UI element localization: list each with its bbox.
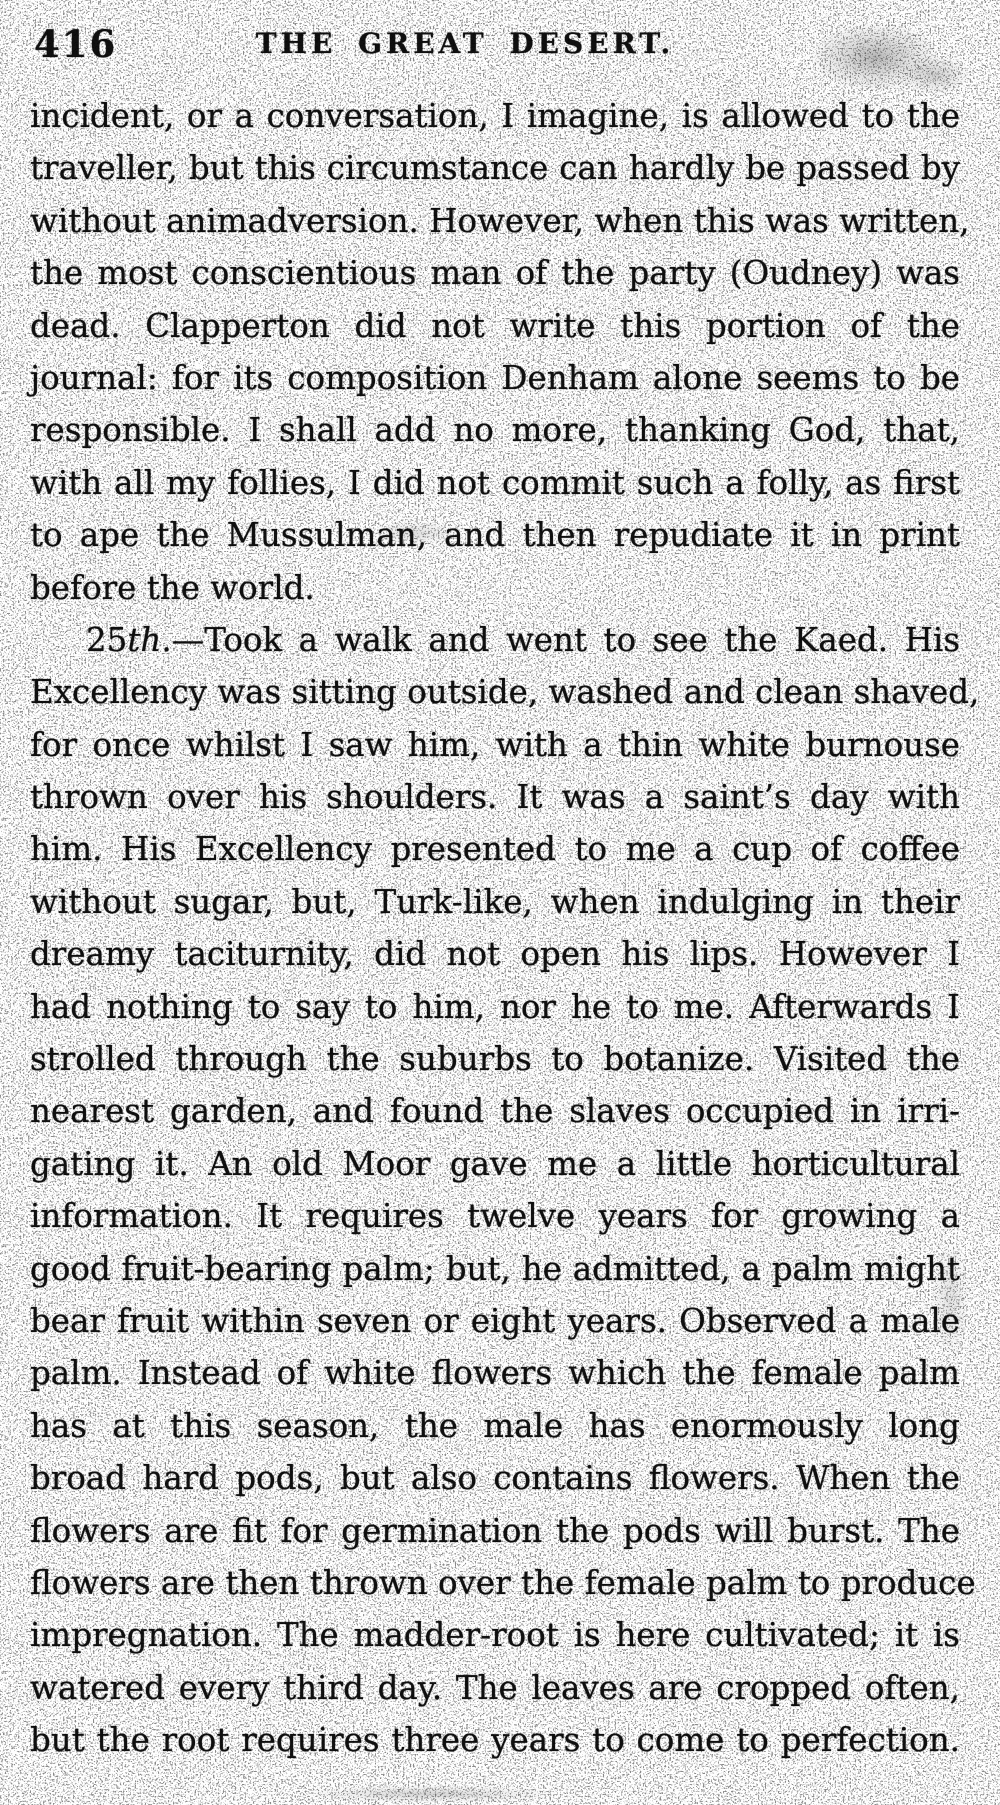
text-line: flowers are then thrown over the female palm to produce [30, 1563, 976, 1602]
text-line: palm. Instead of white flowers which the female palm [30, 1354, 960, 1393]
text-line: with all my follies, I did not commit such a folly, as first [30, 463, 960, 502]
text-line: to ape the Mussulman, and then repudiate it in print [30, 516, 960, 555]
text-line: nearest garden, and found the slaves occupied in irri- [30, 1092, 960, 1131]
text-line: information. It requires twelve years for growing a [30, 1197, 960, 1236]
text-line: traveller, but this circumstance can hardly be passed by [30, 149, 960, 188]
text-line: watered every third day. The leaves are cropped often, [30, 1668, 960, 1707]
running-header [0, 16, 1000, 76]
text-line-journal-date [30, 614, 960, 666]
text-line: journal: for its composition Denham alone seems to be [30, 358, 960, 397]
scan-smudge [300, 1785, 560, 1803]
text-line: bear fruit within seven or eight years. Observed a male [30, 1301, 960, 1340]
text-line: broad hard pods, but also contains flowers. When the [30, 1459, 960, 1498]
date-line-rest: .—Took a walk and went to see the Kaed. His [161, 620, 960, 659]
text-line: thrown over his shoulders. It was a saint’s day with [30, 778, 960, 817]
running-title: THE GREAT DESERT. [255, 27, 675, 60]
text-line: before the world. [30, 568, 315, 607]
text-line: dead. Clapperton did not write this portion of the [30, 306, 960, 345]
text-line: has at this season, the male has enormously long [30, 1406, 960, 1445]
text-line: for once whilst I saw him, with a thin white burnouse [30, 725, 960, 764]
text-line: gating it. An old Moor gave me a little horticultural [30, 1144, 960, 1183]
text-line: Excellency was sitting outside, washed and clean shaved, [30, 673, 980, 712]
text-line: impregnation. The madder-root is here cultivated; it is [30, 1616, 960, 1655]
text-line: flowers are fit for germination the pods will burst. The [30, 1511, 960, 1550]
text-line: without animadversion. However, when this was written, [30, 201, 970, 240]
text-line: incident, or a conversation, I imagine, is allowed to the [30, 97, 960, 135]
text-line: him. His Excellency presented to me a cup of coffee [30, 830, 960, 869]
text-line: strolled through the suburbs to botanize. Visited the [30, 1040, 960, 1079]
text-line: good fruit-bearing palm; but, he admitted, a palm might [30, 1249, 960, 1288]
page-number: 416 [34, 22, 118, 66]
page-text [30, 90, 980, 1767]
text-line: without sugar, but, Turk-like, when indulging in their [30, 882, 960, 921]
text-line: but the root requires three years to come to perfection. [30, 1721, 960, 1760]
text-line: dreamy taciturnity, did not open his lips. However I [30, 935, 960, 974]
date-number: 25 [86, 620, 128, 659]
text-line: the most conscientious man of the party (Oudney) was [30, 254, 960, 293]
text-line: responsible. I shall add no more, thanking God, that, [30, 411, 960, 450]
text-line: had nothing to say to him, nor he to me. Afterwards I [30, 987, 960, 1026]
date-ordinal: th [127, 620, 162, 659]
